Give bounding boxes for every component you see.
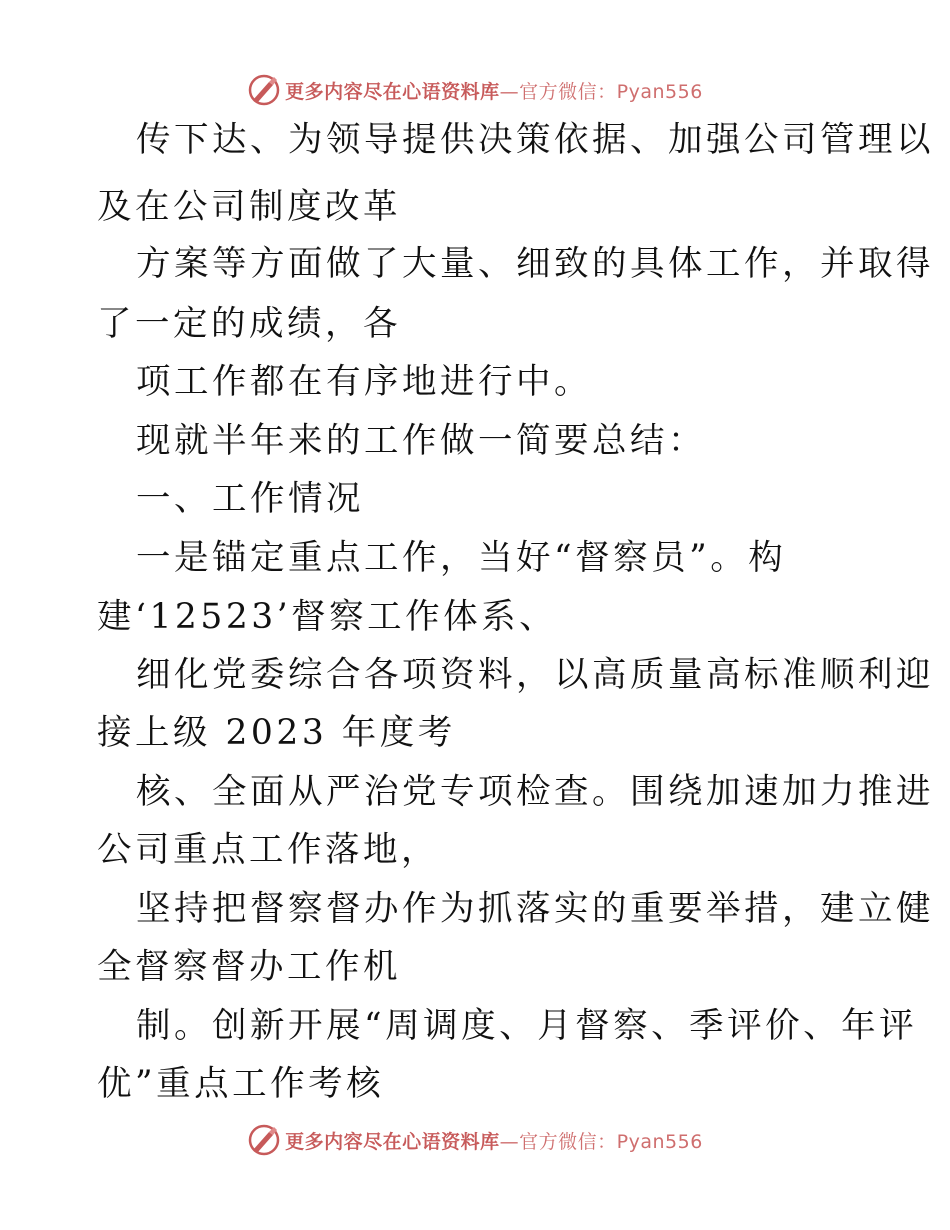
header-watermark-text: 更多内容尽在心语资料库—官方微信：Pyan556 bbox=[285, 80, 703, 103]
paragraph-line: 方案等方面做了大量、细致的具体工作，并取得 bbox=[136, 244, 934, 284]
paragraph-line: 接上级 2023 年度考 bbox=[97, 713, 456, 753]
paragraph-line: 及在公司制度改革 bbox=[97, 187, 401, 227]
section-heading: 一、工作情况 bbox=[136, 479, 364, 519]
paragraph-line: 现就半年来的工作做一简要总结： bbox=[136, 421, 706, 461]
paragraph-line: 项工作都在有序地进行中。 bbox=[136, 362, 592, 402]
paragraph-line: 了一定的成绩，各 bbox=[97, 304, 401, 344]
pen-logo-icon bbox=[247, 73, 281, 107]
paragraph-line: 全督察督办工作机 bbox=[97, 947, 401, 987]
paragraph-line: 一是锚定重点工作，当好“督察员”。构 bbox=[136, 538, 787, 578]
footer-watermark bbox=[0, 1120, 950, 1160]
paragraph-line: 细化党委综合各项资料，以高质量高标准顺利迎 bbox=[136, 655, 934, 695]
footer-watermark-text: 更多内容尽在心语资料库—官方微信：Pyan556 bbox=[285, 1130, 703, 1153]
paragraph-line: 制。创新开展“周调度、月督察、季评价、年评 bbox=[136, 1006, 918, 1046]
paragraph-line: 坚持把督察督办作为抓落实的重要举措，建立健 bbox=[136, 889, 934, 929]
pen-logo-icon bbox=[247, 1123, 281, 1157]
paragraph-line: 建‘12523’督察工作体系、 bbox=[97, 597, 558, 637]
paragraph-line: 传下达、为领导提供决策依据、加强公司管理以 bbox=[136, 120, 934, 160]
header-watermark bbox=[0, 70, 950, 110]
paragraph-line: 优”重点工作考核 bbox=[97, 1064, 385, 1104]
paragraph-line: 公司重点工作落地， bbox=[97, 830, 439, 870]
paragraph-line: 核、全面从严治党专项检查。围绕加速加力推进 bbox=[136, 772, 934, 812]
